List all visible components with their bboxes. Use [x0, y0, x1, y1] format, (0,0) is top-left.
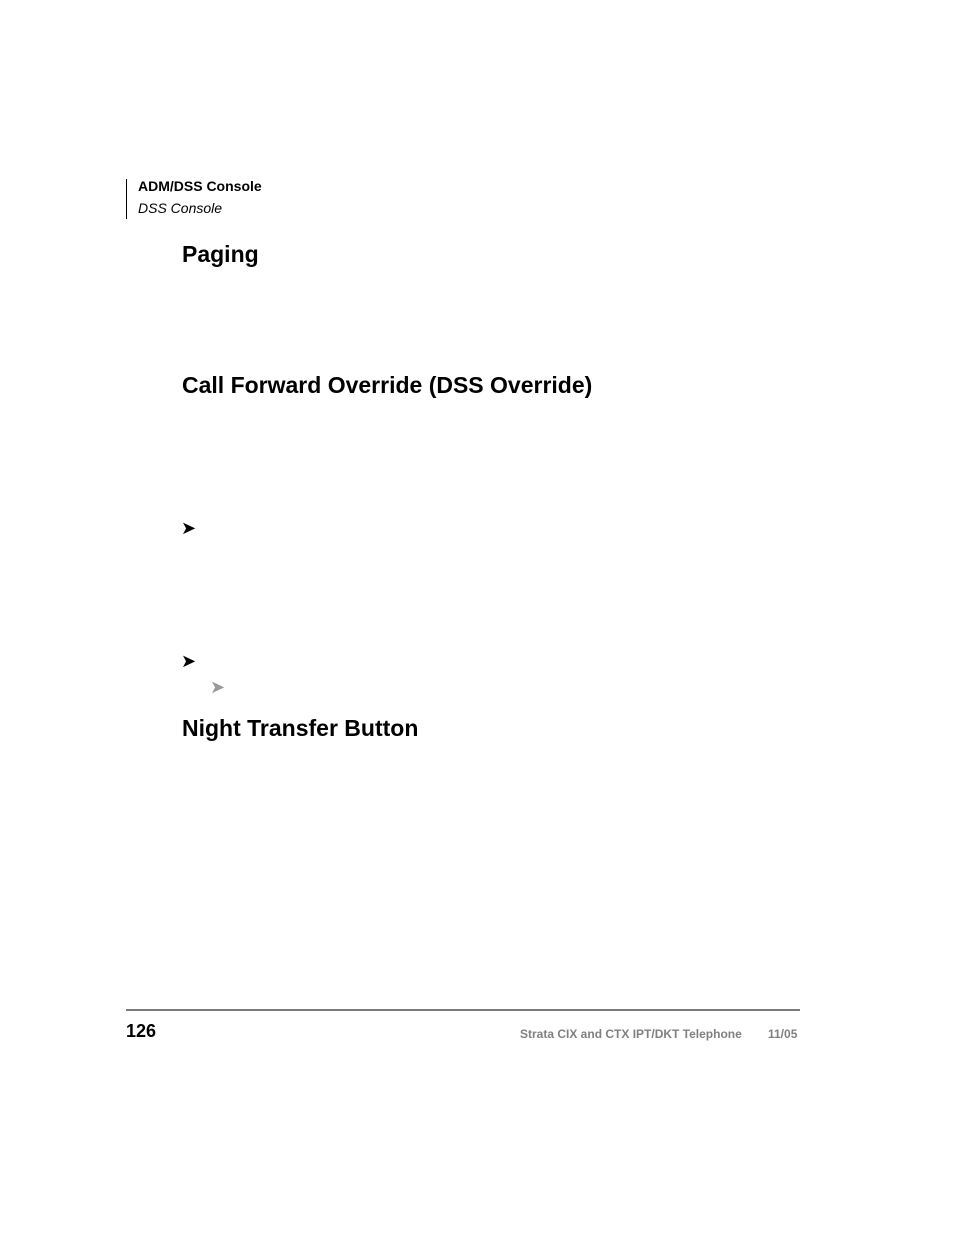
chapter-title: ADM/DSS Console	[138, 178, 262, 194]
header-rule	[126, 179, 127, 219]
step-arrow-icon: ➤	[181, 518, 197, 538]
heading-night-transfer-button: Night Transfer Button	[182, 715, 419, 741]
substep-arrow-icon: ➤	[210, 677, 226, 697]
footer-doc-title: Strata CIX and CTX IPT/DKT Telephone	[520, 1027, 742, 1041]
section-subtitle: DSS Console	[138, 200, 223, 216]
heading-call-forward-override: Call Forward Override (DSS Override)	[182, 372, 593, 398]
footer-date: 11/05	[768, 1027, 798, 1041]
page-number: 126	[126, 1021, 157, 1041]
heading-paging: Paging	[182, 241, 259, 267]
footer-rule	[126, 1009, 800, 1011]
step-arrow-icon: ➤	[181, 651, 197, 671]
